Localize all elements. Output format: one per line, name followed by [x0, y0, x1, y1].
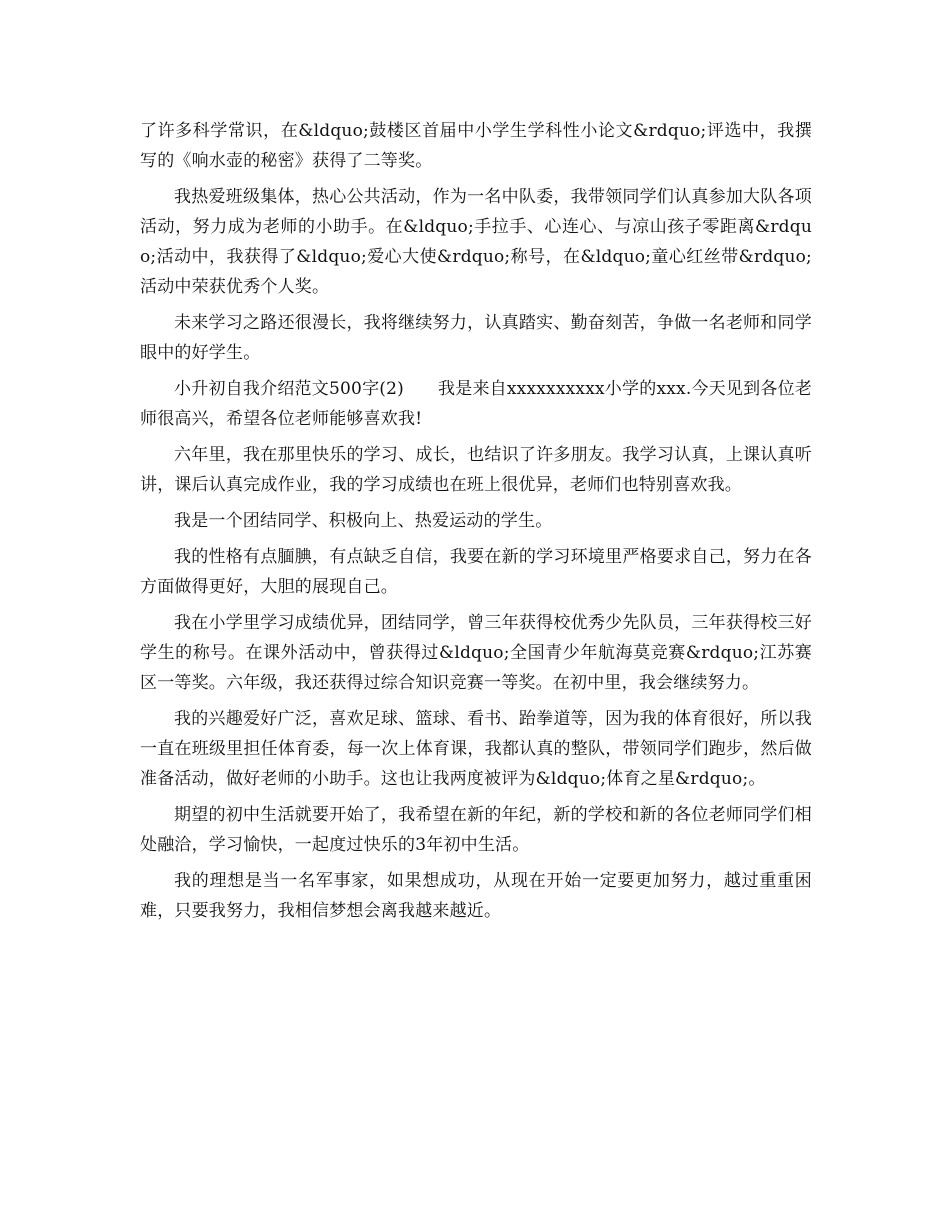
document-body	[140, 116, 812, 932]
paragraph-2: 我热爱班级集体，热心公共活动，作为一名中队委，我带领同学们认真参加大队各项活动，努力成为老师的小助手。在&ldquo;手拉手、心连心、与凉山孩子零距离&rdquo;活动中，我获得了&ldquo;爱心大使&rdquo;称号，在&ldquo;童心红丝带&rdquo;活动中荣获优秀个人奖。	[140, 187, 812, 297]
paragraph-11: 我的理想是当一名军事家，如果想成功，从现在开始一定要更加努力，越过重重困难，只要我努力，我相信梦想会离我越来越近。	[140, 871, 812, 921]
paragraph-3: 未来学习之路还很漫长，我将继续努力，认真踏实、勤奋刻苦，争做一名老师和同学眼中的好学生。	[140, 313, 812, 363]
paragraph-6: 我是一个团结同学、积极向上、热爱运动的学生。	[174, 511, 553, 531]
paragraph-9: 我的兴趣爱好广泛，喜欢足球、篮球、看书、跆拳道等，因为我的体育很好，所以我一直在班级里担任体育委，每一次上体育课，我都认真的整队，带领同学们跑步，然后做准备活动，做好老师的小助手。这也让我两度被评为&ldquo;体育之星&rdquo;。	[140, 709, 812, 789]
paragraph-1: 了许多科学常识，在&ldquo;鼓楼区首届中小学生学科性小论文&rdquo;评选中，我撰写的《响水壶的秘密》获得了二等奖。	[140, 121, 812, 171]
paragraph-10: 期望的初中生活就要开始了，我希望在新的年纪，新的学校和新的各位老师同学们相处融洽，学习愉快，一起度过快乐的3年初中生活。	[140, 805, 812, 855]
paragraph-7: 我的性格有点腼腆，有点缺乏自信，我要在新的学习环境里严格要求自己，努力在各方面做得更好，大胆的展现自己。	[140, 547, 812, 597]
paragraph-4-text: 我是来自xxxxxxxxxx小学的xxx.今天见到各位老师很高兴，希望各位老师能够喜欢我!	[140, 379, 812, 429]
paragraph-8: 我在小学里学习成绩优异，团结同学，曾三年获得校优秀少先队员，三年获得校三好学生的称号。在课外活动中，曾获得过&ldquo;全国青少年航海莫竞赛&rdquo;江苏赛区一等奖。六年级，我还获得过综合知识竞赛一等奖。在初中里，我会继续努力。	[140, 613, 812, 693]
section-heading: 小升初自我介绍范文500字(2)	[174, 379, 404, 399]
paragraph-5: 六年里，我在那里快乐的学习、成长，也结识了许多朋友。我学习认真，上课认真听讲，课后认真完成作业，我的学习成绩也在班上很优异，老师们也特别喜欢我。	[140, 445, 812, 495]
paragraph-4	[140, 374, 812, 434]
